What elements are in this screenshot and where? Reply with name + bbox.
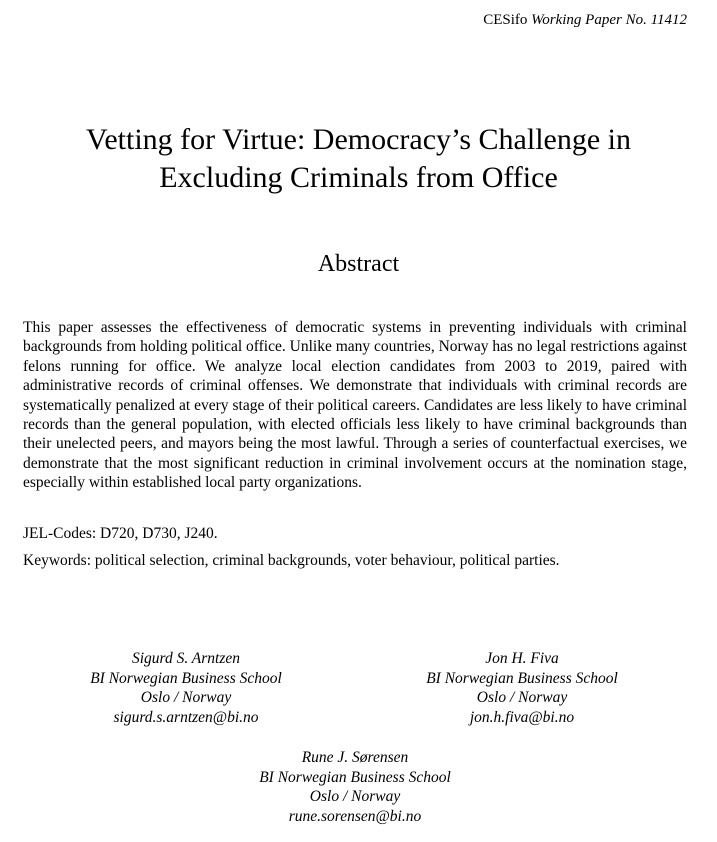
author-email: rune.sorensen@bi.no: [288, 807, 422, 825]
author-name: Sigurd S. Arntzen: [131, 650, 241, 667]
author-location: Oslo / Norway: [476, 689, 568, 706]
author-block-sorensen: [205, 748, 505, 826]
paper-title: [20, 121, 697, 197]
author-block-arntzen: [36, 649, 336, 727]
author-block-fiva: [372, 649, 672, 727]
series-prefix: CESifo: [483, 12, 528, 28]
author-location: Oslo / Norway: [140, 689, 232, 706]
author-affiliation: BI Norwegian Business School: [426, 669, 618, 687]
abstract-text: This paper assesses the effectiveness of democratic systems in preventing individuals with criminal backgrounds from holding political office. Unlike many countries, Norway has no legal restrictions against felons running for office. We analyze local election candidates from 2003 to 2019, paired with administrative records of criminal offenses. We demonstrate that individuals with criminal records are systematically penalized at every stage of their political careers. Candidates are less likely to have criminal records than the general population, with elected officials less likely to have criminal backgrounds than their unelected peers, and mayors being the most lawful. Through a series of counterfactual exercises, we demonstrate that the most significant reduction in criminal involvement occurs at the nomination stage, especially within established local party organizations.: [23, 319, 687, 492]
series-number: Working Paper No. 11412: [531, 12, 687, 28]
author-name: Rune J. Sørensen: [301, 749, 409, 766]
abstract-heading: Abstract: [317, 251, 400, 277]
author-email: sigurd.s.arntzen@bi.no: [113, 708, 259, 726]
paper-title-line-1: Vetting for Virtue: Democracy’s Challenge in: [86, 123, 631, 156]
keywords: Keywords: political selection, criminal backgrounds, voter behaviour, political parties.: [23, 552, 560, 569]
author-name: Jon H. Fiva: [485, 650, 559, 667]
working-paper-series-label: [483, 12, 687, 29]
author-location: Oslo / Norway: [309, 788, 401, 805]
paper-title-line-2: Excluding Criminals from Office: [159, 161, 558, 194]
author-email: jon.h.fiva@bi.no: [469, 708, 575, 726]
author-affiliation: BI Norwegian Business School: [90, 669, 282, 687]
jel-codes: JEL-Codes: D720, D730, J240.: [23, 525, 218, 542]
author-affiliation: BI Norwegian Business School: [259, 768, 451, 786]
